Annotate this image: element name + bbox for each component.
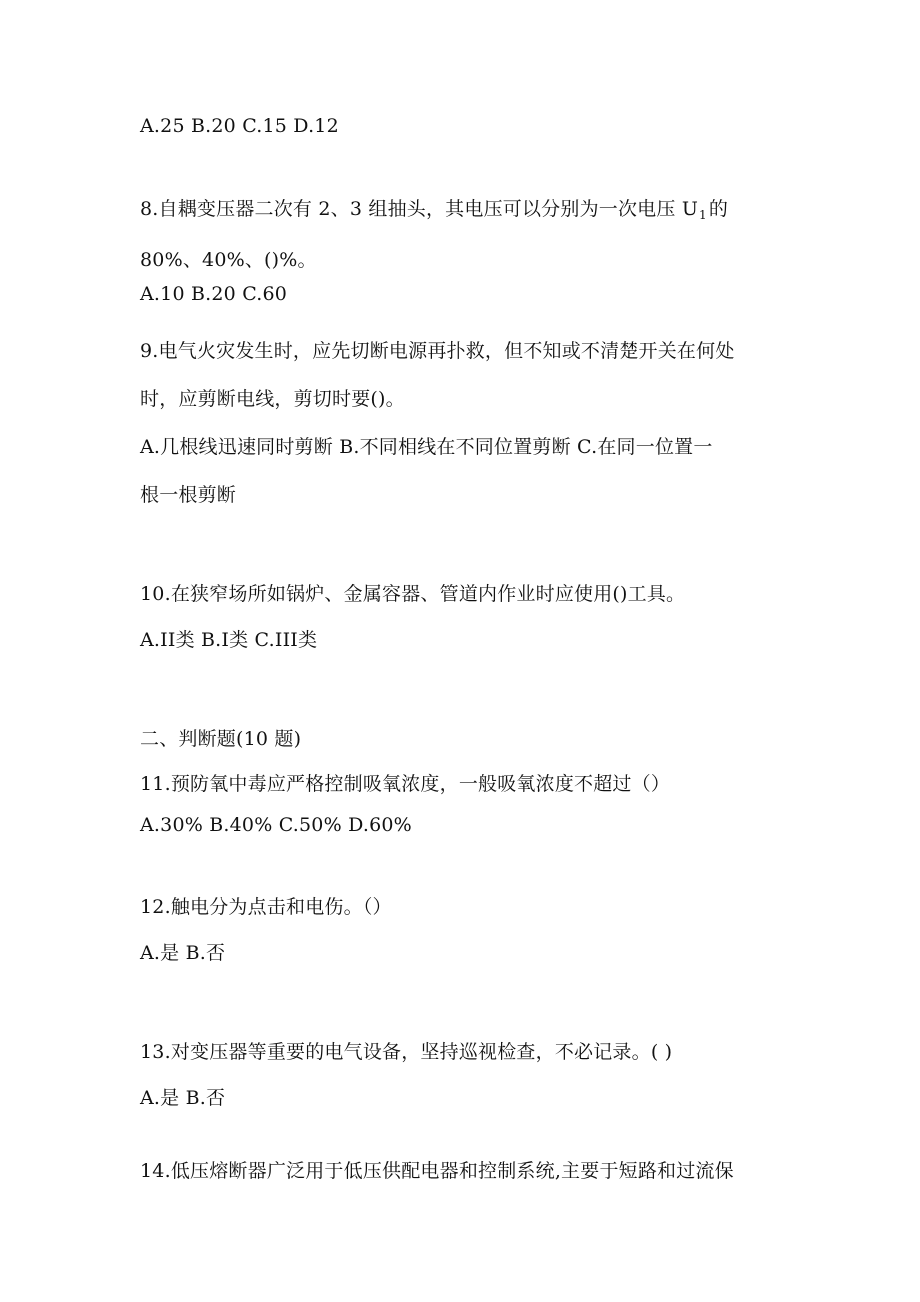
q9-stem-line2: 时，应剪断电线，剪切时要()。 [140, 388, 405, 410]
q12-stem: 12.触电分为点击和电伤。（） [140, 896, 392, 918]
q10-stem: 10.在狭窄场所如锅炉、金属容器、管道内作业时应使用()工具。 [140, 583, 686, 605]
q8-stem-text: 8.自耦变压器二次有 2、3 组抽头，其电压可以分别为一次电压 U [140, 198, 699, 220]
q9-stem-line1: 9.电气火灾发生时，应先切断电源再扑救，但不知或不清楚开关在何处 [140, 340, 735, 362]
q11-options: A.30% B.40% C.50% D.60% [140, 814, 412, 836]
q10-options: A.II类 B.I类 C.III类 [140, 629, 318, 651]
section-heading: 二、判断题(10 题) [140, 728, 302, 750]
q11-stem: 11.预防氧中毒应严格控制吸氧浓度，一般吸氧浓度不超过（） [140, 773, 671, 795]
q8-options: A.10 B.20 C.60 [140, 283, 288, 305]
q8-stem-line2: 80%、40%、()%。 [140, 249, 317, 271]
u1-subscript: 1 [699, 208, 707, 222]
q13-stem: 13.对变压器等重要的电气设备，坚持巡视检查，不必记录。( ) [140, 1041, 673, 1063]
q12-options: A.是 B.否 [140, 942, 226, 964]
q7-options: A.25 B.20 C.15 D.12 [140, 115, 339, 137]
q13-options: A.是 B.否 [140, 1087, 226, 1109]
q9-options-line1: A.几根线迅速同时剪断 B.不同相线在不同位置剪断 C.在同一位置一 [140, 436, 713, 458]
q14-stem: 14.低压熔断器广泛用于低压供配电器和控制系统,主要于短路和过流保 [140, 1160, 734, 1182]
q9-options-line2: 根一根剪断 [140, 484, 237, 506]
q8-stem-line1 [140, 197, 728, 227]
q8-stem-tail: 的 [708, 198, 729, 220]
